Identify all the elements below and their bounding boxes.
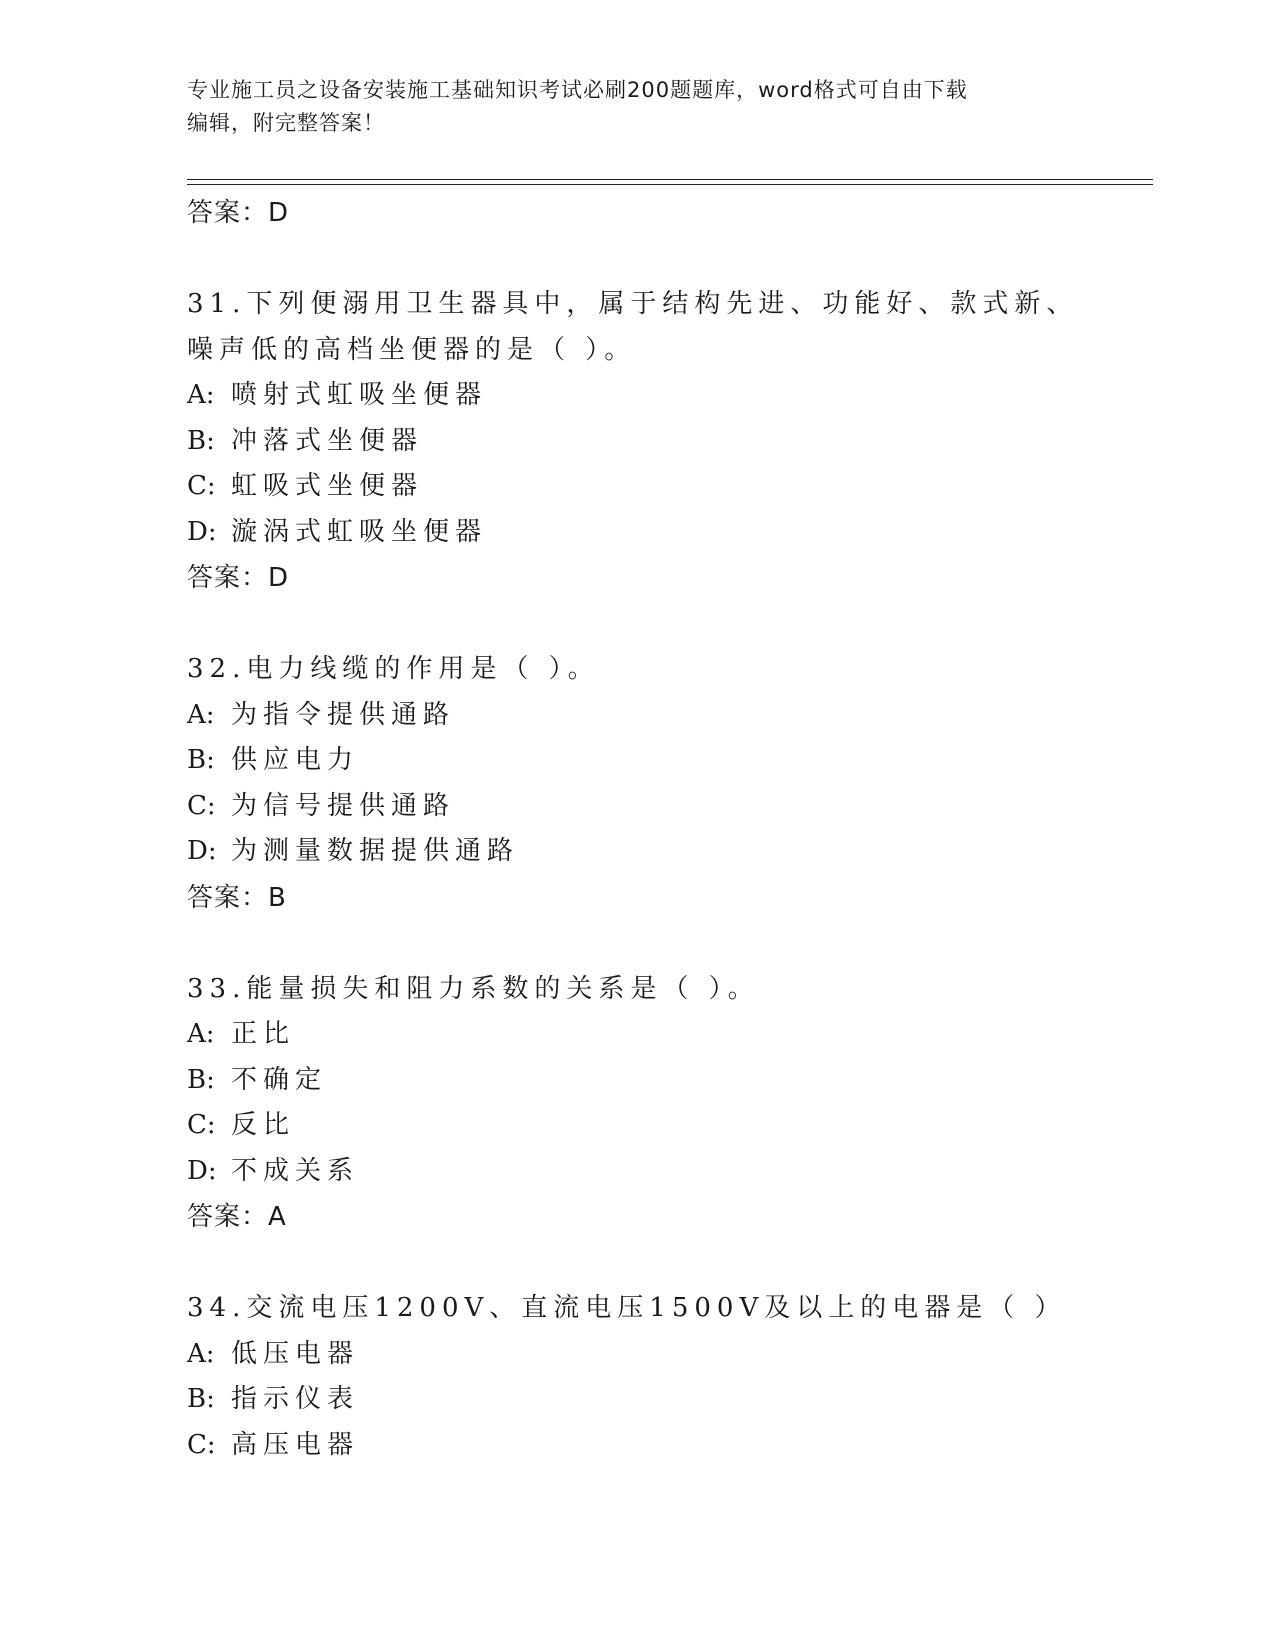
option-letter: B: xyxy=(187,1064,215,1095)
document-header xyxy=(187,74,1087,140)
answer: 答案：A xyxy=(187,1202,287,1232)
question-32 xyxy=(187,647,1087,921)
option-b xyxy=(187,1377,1087,1423)
question-31 xyxy=(187,282,1087,601)
option-text: 正比 xyxy=(231,1019,296,1049)
question-34 xyxy=(187,1286,1087,1468)
option-text: 虹吸式坐便器 xyxy=(231,471,424,501)
option-letter: B: xyxy=(187,425,215,456)
option-c xyxy=(187,784,1087,830)
option-letter: B: xyxy=(187,745,215,775)
option-d xyxy=(187,829,1087,875)
option-letter: C: xyxy=(187,790,216,821)
option-letter: D: xyxy=(187,516,217,547)
option-text: 为指令提供通路 xyxy=(231,699,456,730)
option-a xyxy=(187,1012,1087,1058)
option-c xyxy=(187,1423,1087,1469)
option-b xyxy=(187,1058,1087,1104)
answer: 答案：D xyxy=(187,563,290,593)
option-a xyxy=(187,1332,1087,1378)
option-c xyxy=(187,1103,1087,1149)
option-c xyxy=(187,464,1087,510)
option-text: 漩涡式虹吸坐便器 xyxy=(231,516,488,547)
header-divider-top xyxy=(187,179,1153,180)
option-text: 低压电器 xyxy=(231,1338,360,1369)
previous-answer: 答案：D xyxy=(187,198,290,228)
question-text: 32.电力线缆的作用是（ ）。 xyxy=(187,654,600,684)
option-letter: A: xyxy=(187,1019,215,1049)
option-text: 冲落式坐便器 xyxy=(231,425,424,456)
header-line-2: 编辑，附完整答案！ xyxy=(187,111,385,135)
header-divider-bottom xyxy=(187,184,1153,185)
option-letter: C: xyxy=(187,1429,216,1460)
option-d xyxy=(187,510,1087,556)
option-d xyxy=(187,1149,1087,1195)
option-letter: C: xyxy=(187,1110,216,1140)
option-letter: B: xyxy=(187,1384,215,1414)
question-list xyxy=(187,190,1087,1468)
question-text: 34.交流电压1200V、直流电压1500V及以上的电器是（ ） xyxy=(187,1293,1067,1323)
question-text: 33.能量损失和阻力系数的关系是（ ）。 xyxy=(187,973,760,1004)
header-line-1: 专业施工员之设备安装施工基础知识考试必刷200题题库，word格式可自由下载 xyxy=(187,78,968,102)
option-text: 为信号提供通路 xyxy=(231,790,456,821)
option-text: 反比 xyxy=(231,1110,296,1140)
question-33 xyxy=(187,967,1087,1241)
option-text: 不确定 xyxy=(231,1064,328,1095)
option-letter: A: xyxy=(187,1338,215,1369)
option-text: 高压电器 xyxy=(231,1429,360,1460)
option-letter: D: xyxy=(187,1155,217,1186)
option-b xyxy=(187,419,1087,465)
option-a xyxy=(187,693,1087,739)
option-b xyxy=(187,738,1087,784)
option-letter: C: xyxy=(187,471,216,501)
option-text: 为测量数据提供通路 xyxy=(231,836,520,866)
answer: 答案：B xyxy=(187,882,287,913)
option-letter: D: xyxy=(187,836,217,866)
option-a xyxy=(187,373,1087,419)
option-text: 供应电力 xyxy=(231,745,360,775)
option-text: 喷射式虹吸坐便器 xyxy=(231,380,488,410)
option-letter: A: xyxy=(187,380,215,410)
option-text: 指示仪表 xyxy=(231,1384,360,1414)
option-text: 不成关系 xyxy=(231,1155,360,1186)
option-letter: A: xyxy=(187,699,215,730)
question-text: 31.下列便溺用卫生器具中，属于结构先进、功能好、款式新、噪声低的高档坐便器的是（ ）。 xyxy=(187,289,1079,365)
